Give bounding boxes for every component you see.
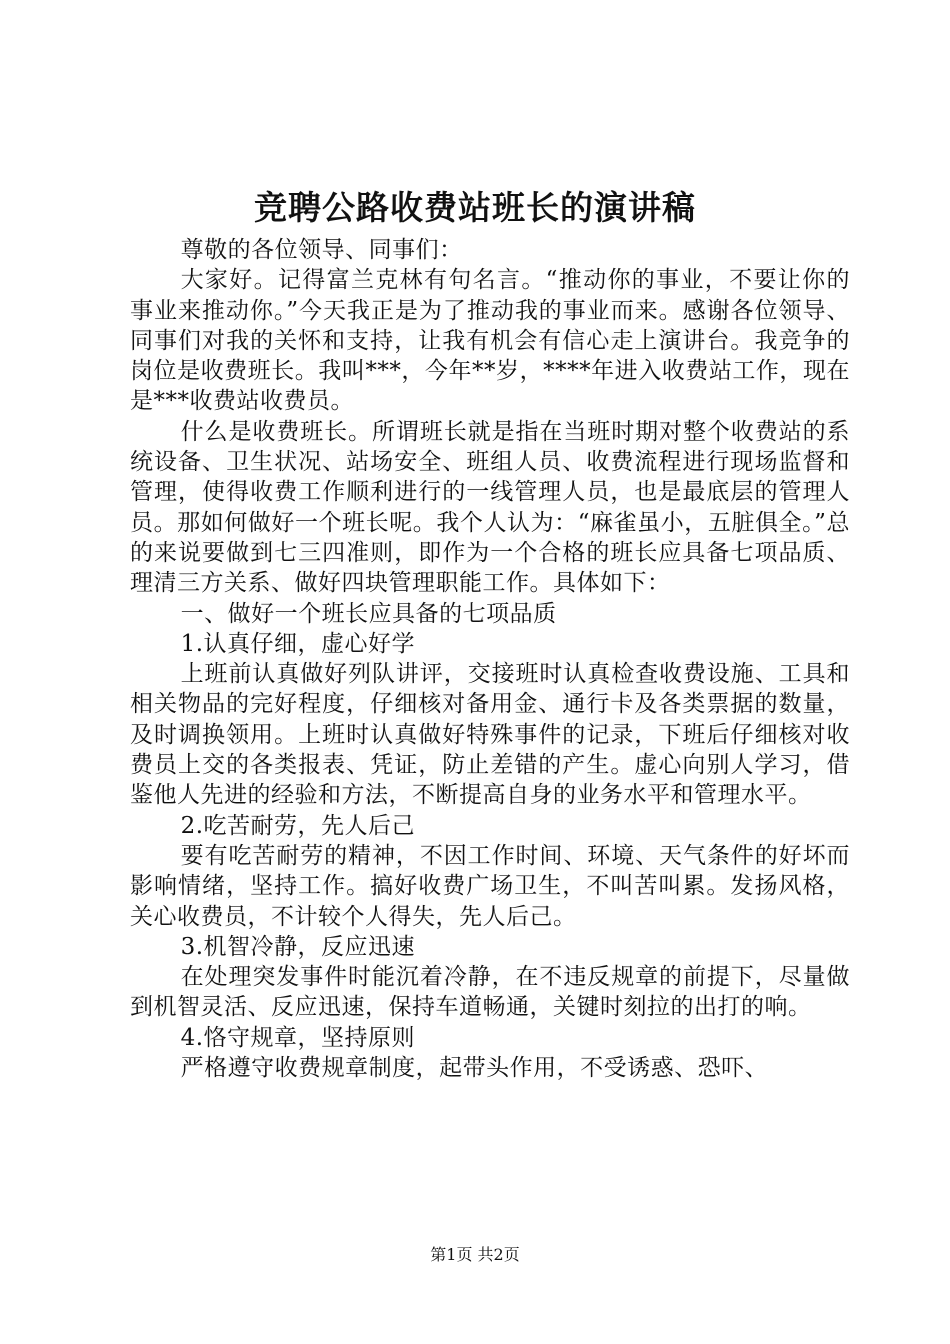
subheading-3: 3.机智冷静，反应迅速 [180, 933, 416, 960]
paragraph-3: 在处理突发事件时能沉着冷静，在不违反规章的前提下，尽量做到机智灵活、反应迅速，保持车道畅通，关键时刻拉的出打的响。 [130, 964, 850, 1021]
paragraph-2: 要有吃苦耐劳的精神，不因工作时间、环境、天气条件的好坏而影响情绪，坚持工作。搞好收费广场卫生，不叫苦叫累。发扬风格，关心收费员，不计较个人得失，先人后己。 [130, 842, 850, 930]
paragraph-1: 上班前认真做好列队讲评，交接班时认真检查收费设施、工具和相关物品的完好程度，仔细核对备用金、通行卡及各类票据的数量，及时调换领用。上班时认真做好特殊事件的记录，下班后仔细核对收费员上交的各类报表、凭证，防止差错的产生。虚心向别人学习，借鉴他人先进的经验和方法，不断提高自身的业务水平和管理水平。 [130, 661, 850, 809]
subheading-1: 1.认真仔细，虚心好学 [180, 630, 416, 657]
paragraph-introduction: 大家好。记得富兰克林有句名言。“推动你的事业，不要让你的事业来推动你。”今天我正是为了推动我的事业而来。感谢各位领导、同事们对我的关怀和支持，让我有机会有信心走上演讲台。我竞争的岗位是收费班长。我叫***，今年**岁，****年进入收费站工作，现在是***收费站收费员。 [130, 267, 850, 415]
document-body [130, 235, 850, 1083]
paragraph-4: 严格遵守收费规章制度，起带头作用，不受诱惑、恐吓、 [180, 1055, 769, 1082]
page-number-footer: 第1页 共2页 [430, 1245, 520, 1264]
paragraph-salutation: 尊敬的各位领导、同事们： [180, 237, 463, 263]
document-title: 竞聘公路收费站班长的演讲稿 [254, 188, 696, 227]
subheading-4: 4.恪守规章，坚持原则 [180, 1024, 416, 1051]
subheading-2: 2.吃苦耐劳，先人后己 [180, 812, 416, 839]
section-heading: 一、做好一个班长应具备的七项品质 [180, 600, 557, 627]
paragraph-role-definition: 什么是收费班长。所谓班长就是指在当班时期对整个收费站的系统设备、卫生状况、站场安全、班组人员、收费流程进行现场监督和管理，使得收费工作顺利进行的一线管理人员，也是最底层的管理人员。那如何做好一个班长呢。我个人认为：“麻雀虽小，五脏俱全。”总的来说要做到七三四准则，即作为一个合格的班长应具备七项品质、理清三方关系、做好四块管理职能工作。具体如下： [130, 418, 850, 597]
